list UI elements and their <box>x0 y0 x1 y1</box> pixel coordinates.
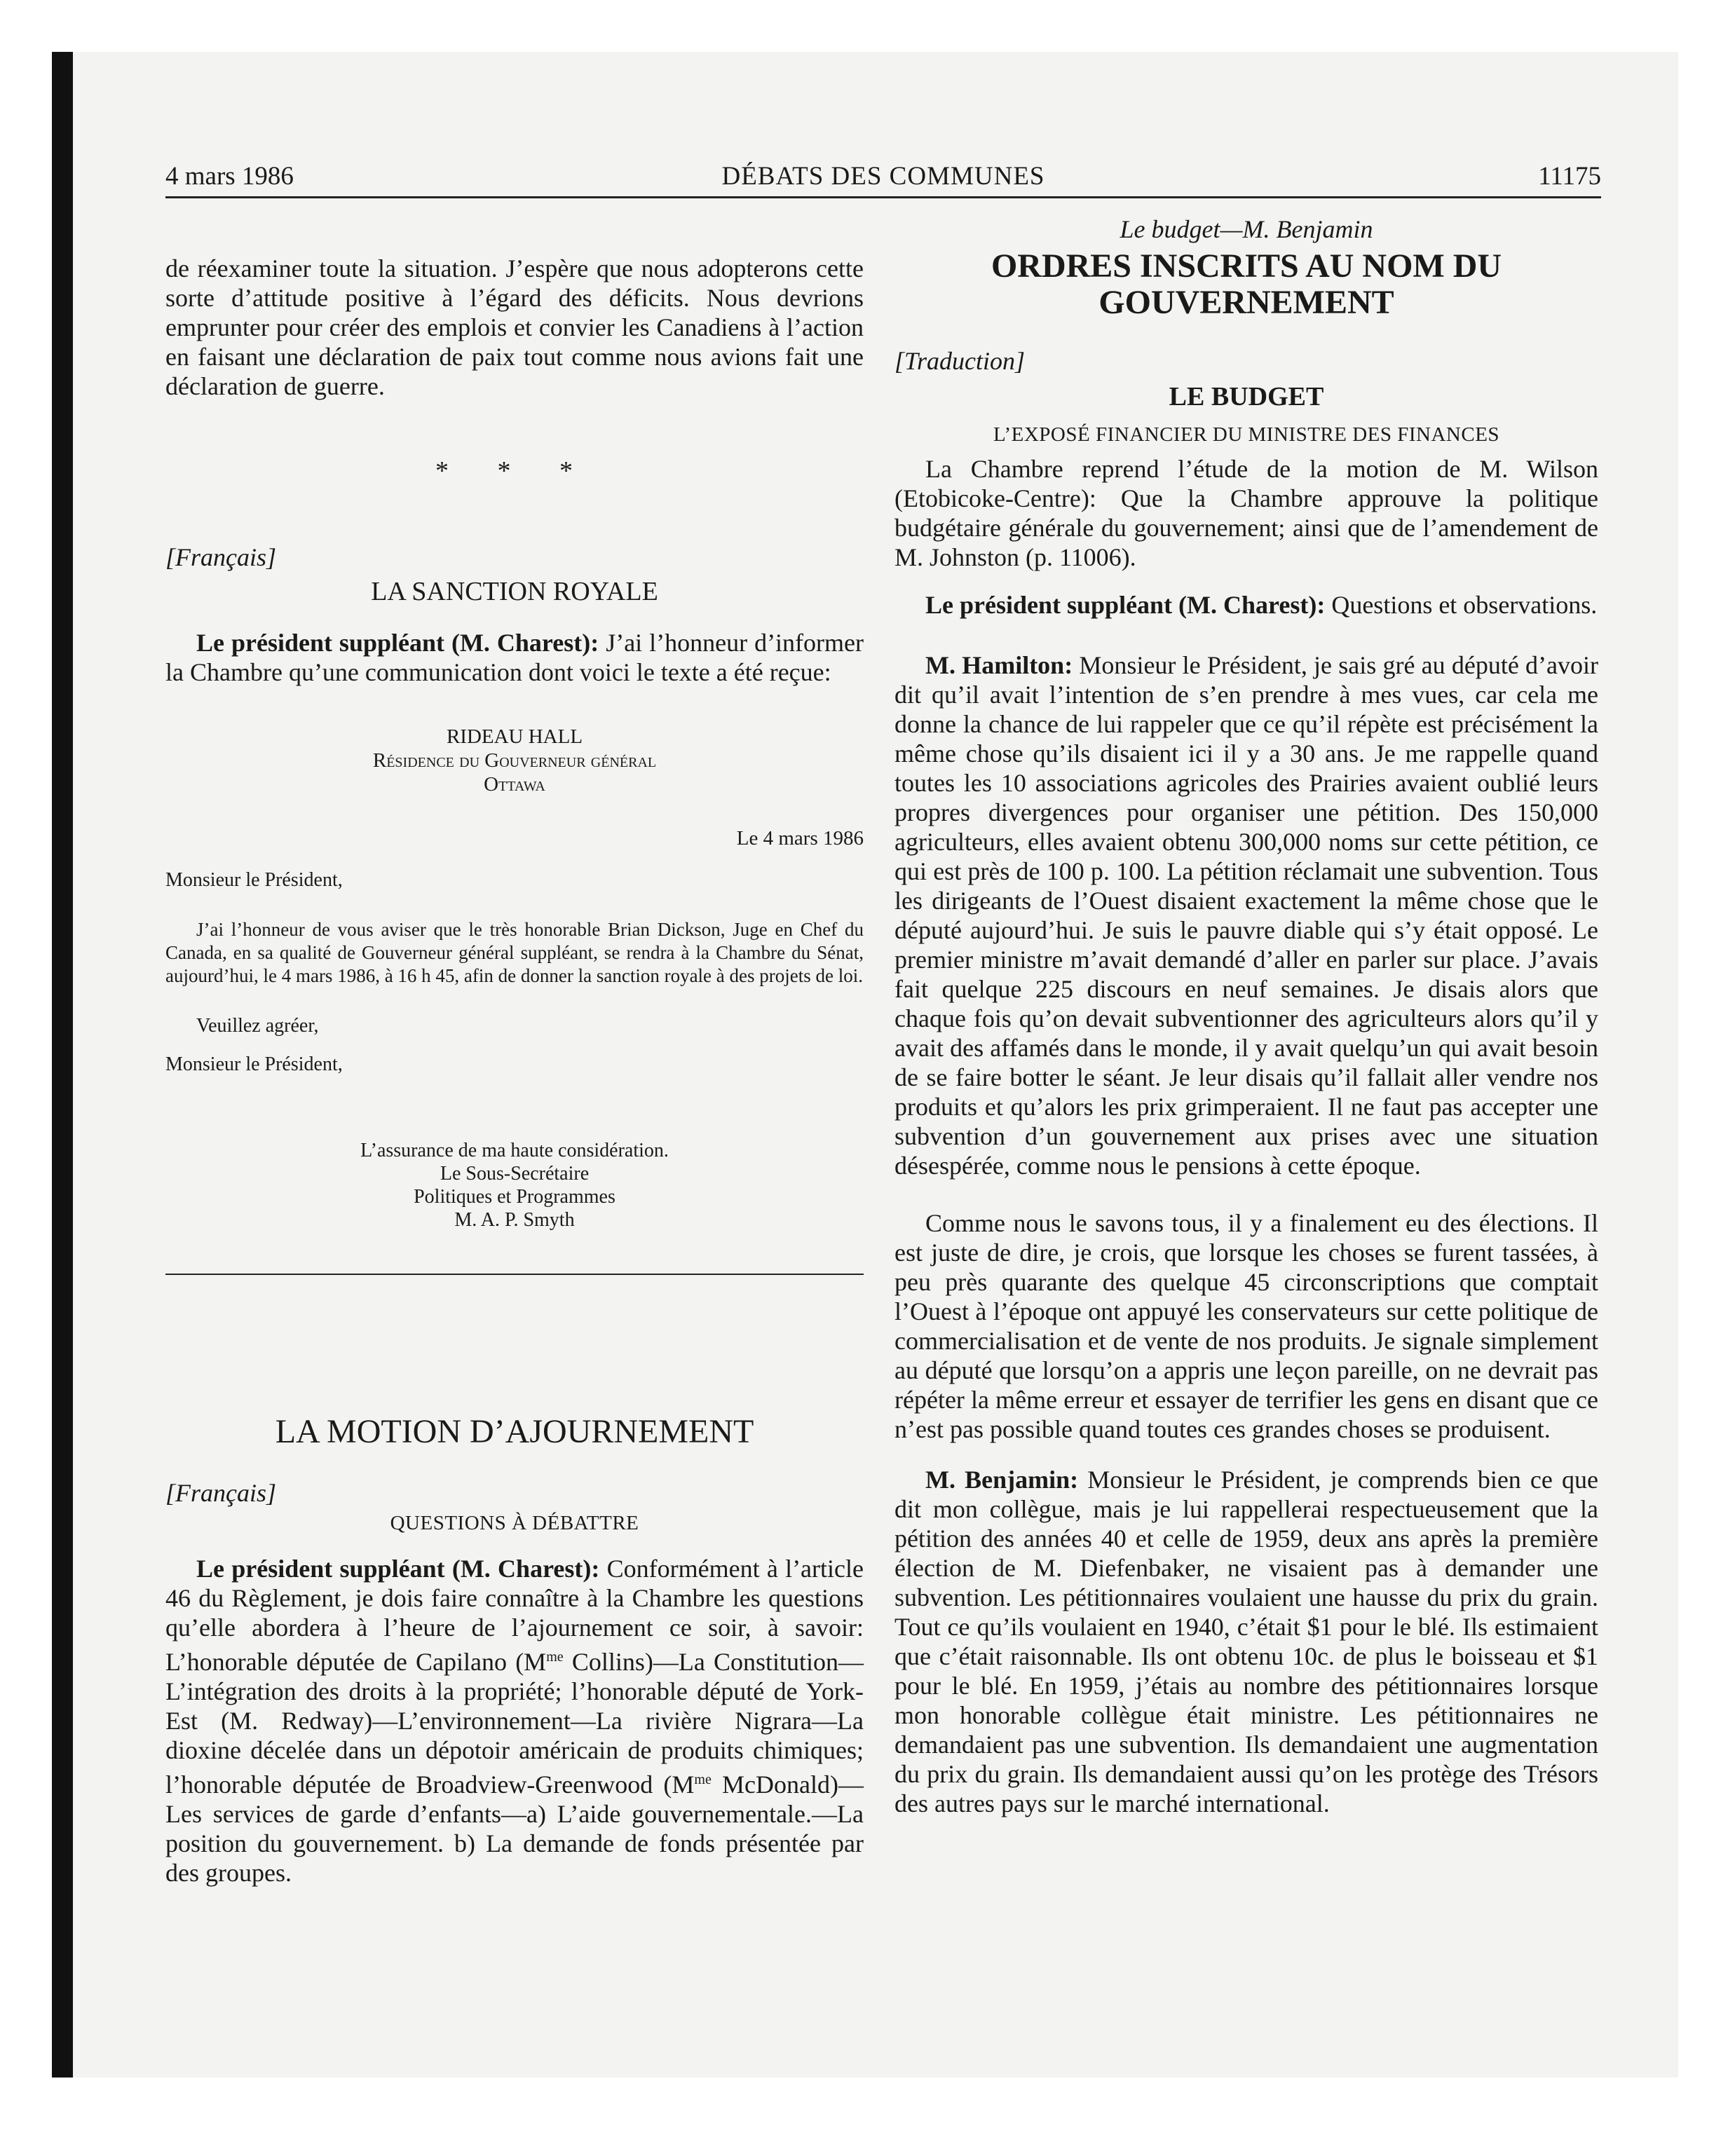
header-publication: DÉBATS DES COMMUNES <box>721 162 1045 191</box>
header-date: 4 mars 1986 <box>165 162 294 191</box>
orders-heading: ORDRES INSCRITS AU NOM DU GOUVERNEMENT <box>991 247 1502 321</box>
speaker-name: Le président suppléant (M. Charest): <box>196 629 599 657</box>
language-tag: [Français] <box>165 1479 277 1507</box>
speech-text: Monsieur le Président, je sais gré au député d’avoir dit qu’il avait l’intention de s’en prendre à mes vues, car cela me donne la chance de lui rappeler que ce qu’il répète est précisément la même chose qu’ils disaient ici il y a 30 ans. Je me rappelle quand toutes les 10 associations agricoles des Prairies avaient oublié leurs propres divergences pour organiser une pétition. Des 150,000 agriculteurs, elles avaient obtenu 300,000 noms sur cette pétition, ce qui est près de 100 p. 100. La pétition réclamait une subvention. Tous les dirigeants de l’Ouest disaient exactement la même chose que le député aujourd’hui. Je suis le pauvre diable qui s’y était opposé. Le premier ministre m’avait demandé d’aller en parler sur place. J’avais fait quelque 225 discours en neuf semaines. Je disais alors que chaque fois qu’on devait subventionner des agriculteurs alors qu’il y avait des affamés dans le monde, il y avait quelqu’un qui avait besoin de se faire botter le séant. Je leur disais qu’il fallait aller vendre nos produits et qu’alors les prix grimperaient. Il ne faut pas accepter une subvention d’un gouvernement aux prises avec une situation désespérée, comme nous le pensions à cette époque. <box>894 651 1598 1180</box>
chair-paragraph <box>894 590 1598 620</box>
speech-text: Conformément à l’article 46 du Règlement, je dois faire connaître à la Chambre les questions qu’elle abordera à l’heure de l’ajournement ce soir, à savoir: L’honorable députée de Capilano (M <box>165 1555 864 1676</box>
page-rubric: Le budget—M. Benjamin <box>1120 215 1373 243</box>
section-separator: * * * <box>435 456 594 486</box>
section-rule <box>165 1274 864 1275</box>
questions-heading: QUESTIONS À DÉBATTRE <box>390 1512 639 1534</box>
letter-signature-4: M. A. P. Smyth <box>454 1209 575 1231</box>
language-tag: [Traduction] <box>894 347 1026 375</box>
speech-text: Collins)—La Constitution—L’intégration des droits à la propriété; l’honorable député de York-Est (M. Redway)—L’environnement—La rivière Nigrara—La dioxine décelée dans un dépotoir américain de produits chimiques; l’honorable députée de Broadview-Greenwood (M <box>165 1648 864 1799</box>
adjournment-heading: LA MOTION D’AJOURNEMENT <box>275 1413 754 1450</box>
header-page-number: 11175 <box>1538 162 1601 191</box>
royal-letter <box>165 725 864 1231</box>
questions-paragraph <box>165 1554 864 1888</box>
royal-assent-heading: LA SANCTION ROYALE <box>371 577 658 606</box>
speech-text: McDonald)—Les services de garde d’enfants—a) L’aide gouvernementale.—La position du gouvernement. b) La demande de fonds présentée par des groupes. <box>165 1770 864 1887</box>
letter-address-3: Ottawa <box>484 773 545 796</box>
letter-address-2: Résidence du Gouverneur général <box>372 749 657 772</box>
hamilton-paragraph-2: Comme nous le savons tous, il y a finalement eu des élections. Il est juste de dire, je crois, que lorsque les choses se furent tassées, à peu près quarante des quelque 45 circonscriptions que comptait l’Ouest à l’époque ont appuyé les conservateurs sur cette politique de commercialisation et de vente de nos produits. Je signale simplement au député que lorsqu’on a appris une leçon pareille, on ne devrait pas répéter la même erreur et essayer de terrifier les gens en disant que ce n’est pas possible quand toutes ces grandes choses se produisent. <box>894 1209 1598 1443</box>
right-column <box>894 207 1598 1818</box>
speech-text: Questions et observations. <box>1325 591 1598 619</box>
letter-closing-2: Monsieur le Président, <box>165 1053 343 1075</box>
budget-subheading: L’EXPOSÉ FINANCIER DU MINISTRE DES FINANCES <box>993 423 1500 446</box>
scan-edge <box>52 52 73 2077</box>
language-tag: [Français] <box>165 543 277 571</box>
superscript: me <box>694 1772 712 1787</box>
letter-signature-1: L’assurance de ma haute considération. <box>360 1140 669 1161</box>
benjamin-paragraph <box>894 1465 1598 1818</box>
letter-address-1: RIDEAU HALL <box>446 725 583 748</box>
budget-heading: LE BUDGET <box>1169 382 1324 411</box>
speaker-name: Le président suppléant (M. Charest): <box>196 1555 600 1583</box>
royal-assent-paragraph <box>165 628 864 687</box>
speaker-name: M. Benjamin: <box>925 1466 1079 1494</box>
letter-closing-1: Veuillez agréer, <box>196 1015 319 1037</box>
left-column <box>165 207 864 1888</box>
speech-text: J’ai l’honneur d’informer la Chambre qu’une communication dont voici le texte a été reçue: <box>165 629 864 686</box>
speech-text: Monsieur le Président, je comprends bien ce que dit mon collègue, mais je lui rappellerai respectueusement que la pétition des années 40 et celle de 1959, deux ans après la première élection de M. Diefenbaker, ne visaient pas à demander une subvention. Les pétitionnaires voulaient une hausse du prix du grain. Tout ce qu’ils voulaient en 1940, c’était $1 pour le blé. Ils estimaient que c’était raisonnable. Ils ont obtenu 10c. de plus le boisseau et $1 pour le blé. En 1959, j’étais au nombre des pétitionnaires lorsque mon honorable collègue était ministre. Les pétitionnaires ne demandaient pas une subvention. Ils demandaient une augmentation du prix du grain. Ils demandaient aussi qu’on les protège des Trésors des autres pays sur le marché international. <box>894 1466 1598 1817</box>
running-head <box>165 158 1601 198</box>
hamilton-paragraph <box>894 650 1598 1180</box>
motion-paragraph: La Chambre reprend l’étude de la motion de M. Wilson (Etobicoke-Centre): Que la Chambre approuve la politique budgétaire générale du gouvernement; ainsi que de l’amendement de M. Johnston (p. 11006). <box>894 455 1598 571</box>
letter-salutation: Monsieur le Président, <box>165 869 343 891</box>
intro-paragraph: de réexaminer toute la situation. J’espère que nous adopterons cette sorte d’attitude positive à l’égard des déficits. Nous devrions emprunter pour créer des emplois et convier les Canadiens à l’action en faisant une déclaration de paix tout comme nous avions fait une déclaration de guerre. <box>165 254 864 400</box>
letter-date: Le 4 mars 1986 <box>736 827 864 850</box>
speaker-name: Le président suppléant (M. Charest): <box>925 591 1326 619</box>
superscript: me <box>546 1649 564 1665</box>
letter-signature-3: Politiques et Programmes <box>414 1186 615 1208</box>
speaker-name: M. Hamilton: <box>925 651 1073 679</box>
letter-body: J’ai l’honneur de vous aviser que le très honorable Brian Dickson, Juge en Chef du Canada, en sa qualité de Gouverneur général suppléant, se rendra à la Chambre du Sénat, aujourd’hui, le 4 mars 1986, à 16 h 45, afin de donner la sanction royale à des projets de loi. <box>165 919 864 986</box>
letter-signature-2: Le Sous-Secrétaire <box>440 1163 590 1185</box>
